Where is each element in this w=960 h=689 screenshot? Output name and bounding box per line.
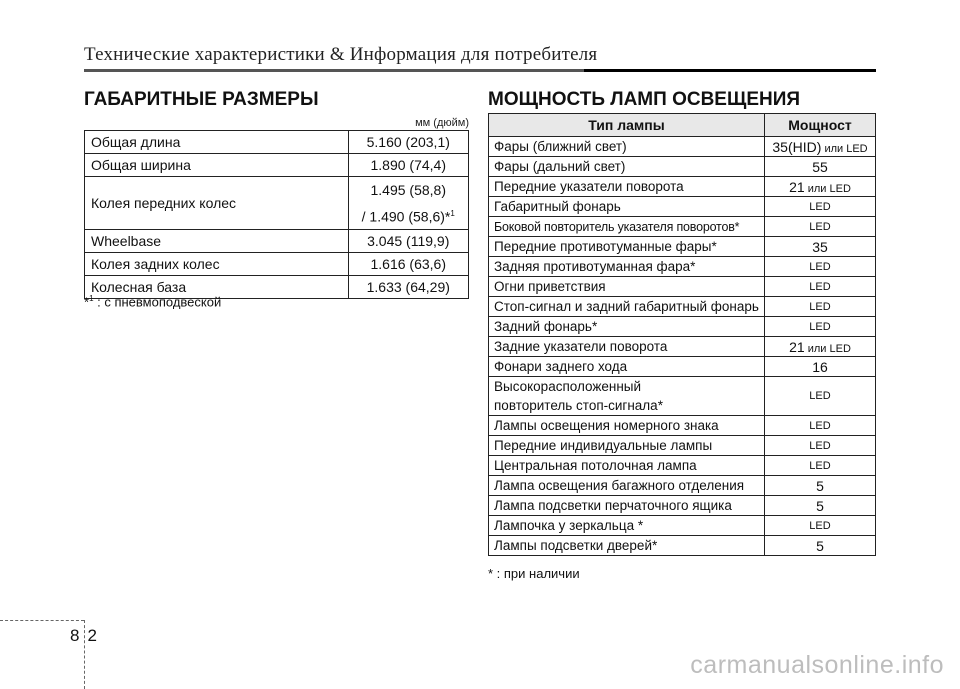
lamp-power: LED bbox=[765, 197, 876, 217]
lamp-type: Габаритный фонарь bbox=[489, 197, 765, 217]
page-number: 82 bbox=[70, 626, 105, 645]
lamp-power: LED bbox=[765, 277, 876, 297]
dimension-name: Колея задних колес bbox=[85, 253, 349, 276]
lamp-power: LED bbox=[765, 217, 876, 237]
lamp-power: 5 bbox=[765, 536, 876, 556]
dimension-value: 3.045 (119,9) bbox=[348, 230, 468, 253]
lamp-type: Передние индивидуальные лампы bbox=[489, 436, 765, 456]
lamp-type: Центральная потолочная лампа bbox=[489, 456, 765, 476]
lamp-type: Фонари заднего хода bbox=[489, 357, 765, 377]
table-row bbox=[489, 377, 876, 416]
dimension-value: 1.633 (64,29) bbox=[348, 276, 468, 299]
footnote-superscript: 1 bbox=[89, 294, 94, 303]
table-row bbox=[489, 456, 876, 476]
lamp-type: Задняя противотуманная фара* bbox=[489, 257, 765, 277]
lamp-power: 5 bbox=[765, 476, 876, 496]
header-rule-accent bbox=[84, 69, 584, 72]
dimensions-heading: ГАБАРИТНЫЕ РАЗМЕРЫ bbox=[84, 89, 319, 110]
lamp-power: 35 bbox=[765, 237, 876, 257]
footnote-text: : с пневмоподвеской bbox=[93, 294, 222, 310]
table-row bbox=[489, 337, 876, 357]
dimension-name: Общая ширина bbox=[85, 154, 349, 177]
watermark: carmanualsonline.info bbox=[690, 651, 944, 679]
table-row bbox=[85, 230, 469, 253]
lamp-power-alt: или LED bbox=[804, 342, 851, 355]
lamp-power bbox=[765, 137, 876, 157]
lamp-power bbox=[765, 177, 876, 197]
table-row bbox=[489, 436, 876, 456]
table-row bbox=[489, 297, 876, 317]
lamp-type: Фары (дальний свет) bbox=[489, 157, 765, 177]
table-row bbox=[489, 496, 876, 516]
table-row bbox=[489, 516, 876, 536]
lamp-power: LED bbox=[765, 257, 876, 277]
table-row bbox=[85, 253, 469, 276]
lamp-power: 16 bbox=[765, 357, 876, 377]
table-row bbox=[85, 131, 469, 154]
table-row bbox=[489, 157, 876, 177]
table-row bbox=[85, 177, 469, 230]
footnote-mark: * bbox=[84, 294, 90, 310]
lamp-power: 5 bbox=[765, 496, 876, 516]
lamp-type bbox=[489, 377, 765, 416]
page-corner-rule-horizontal bbox=[0, 620, 84, 621]
dimension-name: Общая длина bbox=[85, 131, 349, 154]
lamp-power: LED bbox=[765, 317, 876, 337]
lamp-power: LED bbox=[765, 436, 876, 456]
lamp-power-value: 21 bbox=[789, 338, 805, 355]
lamp-type: Лампы подсветки дверей* bbox=[489, 536, 765, 556]
table-row bbox=[489, 237, 876, 257]
lamp-power: LED bbox=[765, 456, 876, 476]
dimension-value bbox=[348, 177, 468, 230]
table-row bbox=[489, 217, 876, 237]
dimensions-unit: мм (дюйм) bbox=[415, 117, 469, 129]
lamp-type: Задний фонарь* bbox=[489, 317, 765, 337]
lamp-type: Лампы освещения номерного знака bbox=[489, 416, 765, 436]
table-row bbox=[489, 317, 876, 337]
table-row bbox=[489, 357, 876, 377]
table-row bbox=[489, 257, 876, 277]
lamp-power-value: 35(HID) bbox=[772, 138, 822, 155]
lamp-power: LED bbox=[765, 416, 876, 436]
lamp-type: Фары (ближний свет) bbox=[489, 137, 765, 157]
dimension-value-line-2 bbox=[355, 202, 462, 229]
lamp-type: Передние противотуманные фары* bbox=[489, 237, 765, 257]
footnote-superscript: 1 bbox=[450, 208, 455, 218]
lamp-type-line-2: повторитель стоп-сигнала* bbox=[494, 398, 663, 413]
lamp-type: Задние указатели поворота bbox=[489, 337, 765, 357]
page-header-title: Технические характеристики & Информация для потребителя bbox=[84, 44, 598, 65]
lamps-heading: МОЩНОСТЬ ЛАМП ОСВЕЩЕНИЯ bbox=[488, 89, 801, 110]
lamp-power-alt: или LED bbox=[804, 182, 851, 195]
lamp-power: LED bbox=[765, 516, 876, 536]
dimension-name: Wheelbase bbox=[85, 230, 349, 253]
lamp-type: Лампа подсветки перчаточного ящика bbox=[489, 496, 765, 516]
lamps-footnote: * : при наличии bbox=[488, 566, 580, 581]
column-header-power: Мощност bbox=[765, 114, 876, 137]
lamp-type: Боковой повторитель указателя поворотов* bbox=[489, 217, 765, 237]
table-row bbox=[85, 154, 469, 177]
dimensions-table bbox=[84, 130, 469, 299]
dimension-value: 1.890 (74,4) bbox=[348, 154, 468, 177]
table-row bbox=[489, 476, 876, 496]
table-row bbox=[489, 416, 876, 436]
table-row bbox=[489, 197, 876, 217]
table-row bbox=[489, 536, 876, 556]
lamp-power: 55 bbox=[765, 157, 876, 177]
dimension-value: 1.616 (63,6) bbox=[348, 253, 468, 276]
table-row bbox=[489, 277, 876, 297]
lamp-power: LED bbox=[765, 377, 876, 416]
dimension-name: Колея передних колес bbox=[85, 177, 349, 230]
lamp-type-line: Высокорасположенный bbox=[494, 379, 642, 394]
table-row bbox=[489, 177, 876, 197]
table-header-row bbox=[489, 114, 876, 137]
dimension-name: Колесная база bbox=[85, 276, 349, 299]
lamp-power: LED bbox=[765, 297, 876, 317]
table-row bbox=[489, 137, 876, 157]
lamp-type: Лампа освещения багажного отделения bbox=[489, 476, 765, 496]
dimensions-footnote bbox=[84, 294, 221, 309]
lamp-power-alt: или LED bbox=[821, 142, 868, 155]
lamp-power bbox=[765, 337, 876, 357]
dimension-value-alt: / 1.490 (58,6)* bbox=[361, 208, 451, 225]
lamp-type: Огни приветствия bbox=[489, 277, 765, 297]
lamp-type: Стоп-сигнал и задний габаритный фонарь bbox=[489, 297, 765, 317]
lamp-power-value: 21 bbox=[789, 178, 805, 195]
column-header-type: Тип лампы bbox=[489, 114, 765, 137]
dimension-value-line: 1.495 (58,8) bbox=[370, 181, 446, 198]
lamp-type: Лампочка у зеркальца * bbox=[489, 516, 765, 536]
lamps-table bbox=[488, 113, 876, 556]
dimension-value: 5.160 (203,1) bbox=[348, 131, 468, 154]
lamp-type: Передние указатели поворота bbox=[489, 177, 765, 197]
